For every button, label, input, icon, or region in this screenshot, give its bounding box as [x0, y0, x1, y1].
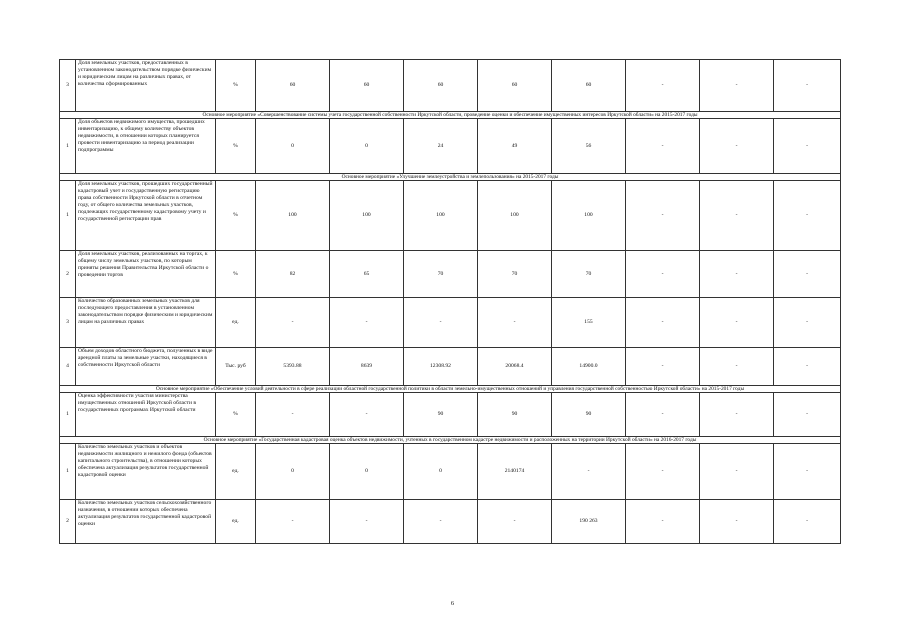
value-cell: 60 — [478, 60, 552, 112]
value-cell: 70 — [478, 251, 552, 298]
row-number: 4 — [60, 348, 76, 386]
value-cell: 5393.88 — [256, 348, 330, 386]
row-number: 2 — [60, 251, 76, 298]
value-cell: - — [700, 251, 774, 298]
indicator-description: Оценка эффективности участия министерства имущественных отношений Иркутской области в государственных программах Иркутской области — [76, 393, 216, 437]
value-cell: - — [774, 298, 841, 348]
value-cell: - — [774, 119, 841, 174]
value-cell: - — [330, 393, 404, 437]
value-cell: 155 — [552, 298, 626, 348]
value-cell: - — [700, 60, 774, 112]
value-cell: 8639 — [330, 348, 404, 386]
value-cell: - — [774, 251, 841, 298]
row-number: 1 — [60, 181, 76, 251]
value-cell: - — [404, 298, 478, 348]
value-cell: - — [256, 298, 330, 348]
value-cell: - — [626, 60, 700, 112]
value-cell: 65 — [330, 251, 404, 298]
section-title: Основное мероприятие «Улучшение землеустройства и землепользования» на 2015-2017 годы — [60, 174, 841, 181]
section-title: Основное мероприятие «Обеспечение условий деятельности в сфере реализации областной государственной политики в области земельно-имущественных отношений и управления государственной собственностью Иркутской области» на 2015-2017 годы — [60, 386, 841, 393]
unit-cell: % — [216, 60, 256, 112]
value-cell: 49 — [478, 119, 552, 174]
indicator-description: Доля объектов недвижимого имущества, прошедших инвентаризацию, к общему количеству объектов недвижимости, в отношении которых планируется провести инвентаризацию за период реализации подпрограммы — [76, 119, 216, 174]
value-cell: - — [256, 393, 330, 437]
value-cell: - — [700, 181, 774, 251]
value-cell: 100 — [478, 181, 552, 251]
row-number: 1 — [60, 119, 76, 174]
value-cell: - — [626, 500, 700, 544]
value-cell: - — [700, 348, 774, 386]
section-header-row — [60, 112, 841, 119]
value-cell: - — [330, 500, 404, 544]
unit-cell: % — [216, 181, 256, 251]
value-cell: 0 — [330, 444, 404, 500]
table-row — [60, 348, 841, 386]
indicator-description: Доля земельных участков, прошедших государственный кадастровый учет и государственную регистрацию права собственности Иркутской области в отчетном году, от общего количества земельных участков, подлежащих государственному кадастровому учету и государственной регистрации прав — [76, 181, 216, 251]
value-cell: 0 — [256, 444, 330, 500]
unit-cell: % — [216, 119, 256, 174]
value-cell: - — [774, 393, 841, 437]
section-header-row — [60, 437, 841, 444]
value-cell: - — [626, 393, 700, 437]
row-number: 3 — [60, 60, 76, 112]
value-cell: 100 — [256, 181, 330, 251]
value-cell: 20068.4 — [478, 348, 552, 386]
value-cell: 90 — [552, 393, 626, 437]
table-row — [60, 119, 841, 174]
value-cell: - — [700, 444, 774, 500]
value-cell: - — [552, 444, 626, 500]
table-row — [60, 393, 841, 437]
value-cell: - — [774, 60, 841, 112]
value-cell: - — [626, 119, 700, 174]
value-cell: - — [626, 181, 700, 251]
table-row — [60, 181, 841, 251]
value-cell: - — [330, 298, 404, 348]
row-number: 1 — [60, 393, 76, 437]
section-header-row — [60, 386, 841, 393]
value-cell: 190 263 — [552, 500, 626, 544]
value-cell: 0 — [330, 119, 404, 174]
value-cell: - — [700, 500, 774, 544]
value-cell: 100 — [404, 181, 478, 251]
indicator-description: Доля земельных участков, реализованных на торгах, к общему числу земельных участков, по которым приняты решения Правительства Иркутской области о проведении торгов — [76, 251, 216, 298]
value-cell: - — [700, 393, 774, 437]
page-number: 6 — [450, 600, 455, 607]
value-cell: - — [626, 348, 700, 386]
value-cell: - — [256, 500, 330, 544]
value-cell: 60 — [404, 60, 478, 112]
row-number: 3 — [60, 298, 76, 348]
value-cell: 0 — [404, 444, 478, 500]
value-cell: 90 — [404, 393, 478, 437]
table-row — [60, 60, 841, 112]
value-cell: - — [626, 298, 700, 348]
section-title: Основное мероприятие «Совершенствование системы учета государственной собственности Иркутской области, проведение оценки и обеспечение имущественных интересов Иркутской области» на 2015-2017 годы — [60, 112, 841, 119]
value-cell: 24 — [404, 119, 478, 174]
table-row — [60, 251, 841, 298]
row-number: 2 — [60, 500, 76, 544]
unit-cell: ед. — [216, 298, 256, 348]
row-number: 1 — [60, 444, 76, 500]
value-cell: - — [774, 500, 841, 544]
value-cell: - — [700, 119, 774, 174]
value-cell: 70 — [552, 251, 626, 298]
value-cell: - — [774, 181, 841, 251]
table-row — [60, 500, 841, 544]
table-row — [60, 444, 841, 500]
value-cell: 12308.92 — [404, 348, 478, 386]
value-cell: 60 — [256, 60, 330, 112]
table-row — [60, 298, 841, 348]
value-cell: - — [774, 348, 841, 386]
value-cell: 0 — [256, 119, 330, 174]
value-cell: - — [478, 298, 552, 348]
value-cell: 82 — [256, 251, 330, 298]
unit-cell: ед. — [216, 500, 256, 544]
value-cell: 14900.0 — [552, 348, 626, 386]
indicator-description: Количество земельных участков сельскохозяйственного назначения, в отношении которых обеспечена актуализация результатов государственной кадастровой оценки — [76, 500, 216, 544]
section-title: Основное мероприятие «Государственная кадастровая оценка объектов недвижимости, учтенных в государственном кадастре недвижимости и расположенных на территории Иркутской области» на 2016-2017 годы — [60, 437, 841, 444]
indicator-description: Объем доходов областного бюджета, полученных в виде арендной платы за земельные участки, находящиеся в собственности Иркутской области — [76, 348, 216, 386]
value-cell: - — [626, 251, 700, 298]
value-cell: 70 — [404, 251, 478, 298]
section-header-row — [60, 174, 841, 181]
unit-cell: ед. — [216, 444, 256, 500]
value-cell: 2140174 — [478, 444, 552, 500]
value-cell: - — [700, 298, 774, 348]
value-cell: - — [478, 500, 552, 544]
value-cell: 90 — [478, 393, 552, 437]
value-cell: - — [626, 444, 700, 500]
value-cell: 100 — [330, 181, 404, 251]
value-cell: - — [774, 444, 841, 500]
indicators-table — [59, 59, 841, 544]
unit-cell: % — [216, 393, 256, 437]
indicator-description: Количество образованных земельных участков для последующего предоставления в установленном законодательством порядке физическим и юридическим лицам на различных правах — [76, 298, 216, 348]
value-cell: 56 — [552, 119, 626, 174]
value-cell: 60 — [330, 60, 404, 112]
indicator-description: Количество земельных участков и объектов недвижимости жилищного и нежилого фонда (объектов капитального строительства), в отношении которых обеспечена актуализация результатов государственной кадастровой оценки — [76, 444, 216, 500]
indicator-description: Доля земельных участков, предоставленных в установленном законодательством порядке физическим и юридическим лицам на различных правах, от количества сформированных — [76, 60, 216, 112]
value-cell: 100 — [552, 181, 626, 251]
value-cell: - — [404, 500, 478, 544]
unit-cell: Тыс. руб — [216, 348, 256, 386]
unit-cell: % — [216, 251, 256, 298]
value-cell: 60 — [552, 60, 626, 112]
